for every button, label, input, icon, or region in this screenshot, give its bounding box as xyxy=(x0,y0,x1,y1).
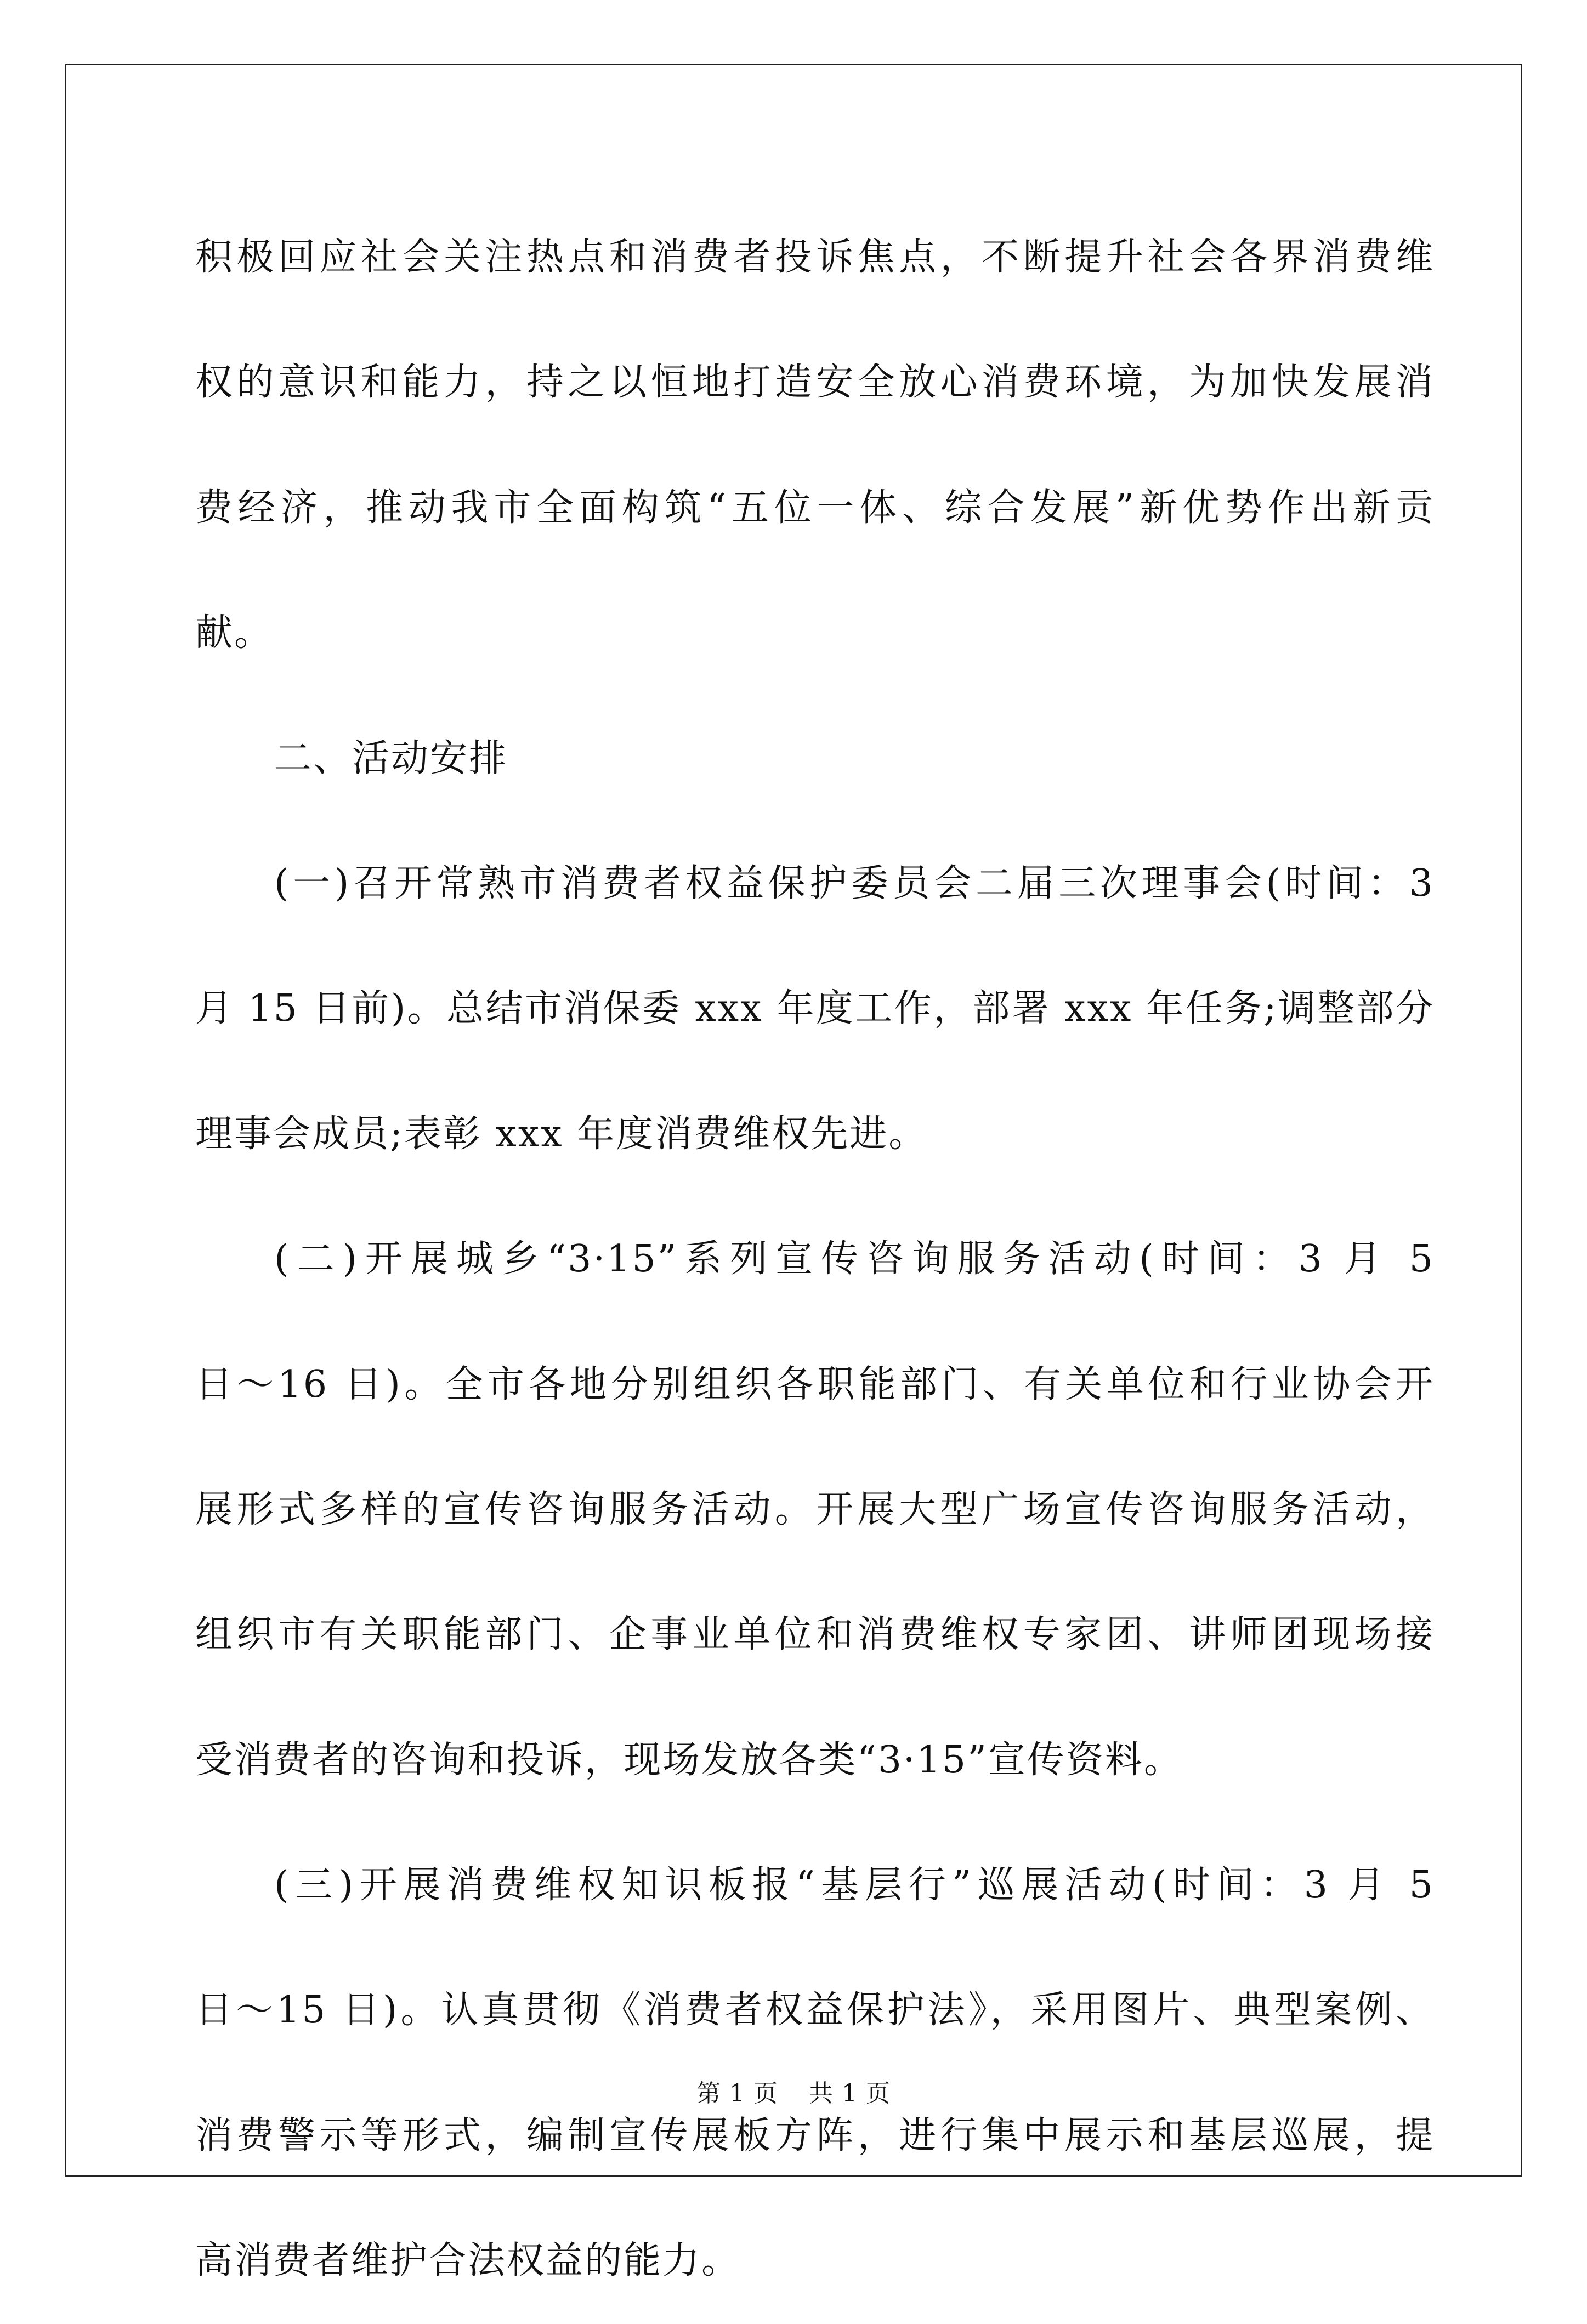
text-line: (二)开展城乡“3·15”系列宣传咨询服务活动(时间：3 月 5 xyxy=(274,1237,1435,1281)
page-number-total: 共 1 页 xyxy=(809,2079,891,2107)
text-line: 日～16 日)。全市各地分别组织各职能部门、有关单位和行业协会开 xyxy=(195,1362,1435,1406)
text-line: 积极回应社会关注热点和消费者投诉焦点，不断提升社会各界消费维 xyxy=(195,236,1435,279)
text-line: 受消费者的咨询和投诉，现场发放各类“3·15”宣传资料。 xyxy=(195,1738,1183,1782)
text-line: (三)开展消费维权知识板报“基层行”巡展活动(时间：3 月 5 xyxy=(274,1863,1435,1907)
text-line: 组织市有关职能部门、企事业单位和消费维权专家团、讲师团现场接 xyxy=(195,1613,1435,1657)
text-line: (一)召开常熟市消费者权益保护委员会二届三次理事会(时间：3 xyxy=(274,861,1435,905)
page-number-current: 第 1 页 xyxy=(696,2079,778,2107)
text-line: 权的意识和能力，持之以恒地打造安全放心消费环境，为加快发展消 xyxy=(195,361,1435,405)
text-line: 日～15 日)。认真贯彻《消费者权益保护法》，采用图片、典型案例、 xyxy=(195,1988,1435,2032)
text-line: 月 15 日前)。总结市消保委 xxx 年度工作，部署 xxx 年任务;调整部分 xyxy=(195,987,1435,1031)
text-line: 展形式多样的宣传咨询服务活动。开展大型广场宣传咨询服务活动， xyxy=(195,1487,1435,1531)
text-line: 高消费者维护合法权益的能力。 xyxy=(195,2239,741,2283)
text-line: 消费警示等形式，编制宣传展板方阵，进行集中展示和基层巡展，提 xyxy=(195,2113,1435,2157)
section-heading: 二、活动安排 xyxy=(274,736,508,780)
text-line: 献。 xyxy=(195,611,274,655)
text-line: 理事会成员;表彰 xxx 年度消费维权先进。 xyxy=(195,1112,928,1156)
page-footer xyxy=(0,2073,1587,2109)
document-body xyxy=(195,195,1435,2324)
text-line: 费经济，推动我市全面构筑“五位一体、综合发展”新优势作出新贡 xyxy=(195,486,1435,530)
